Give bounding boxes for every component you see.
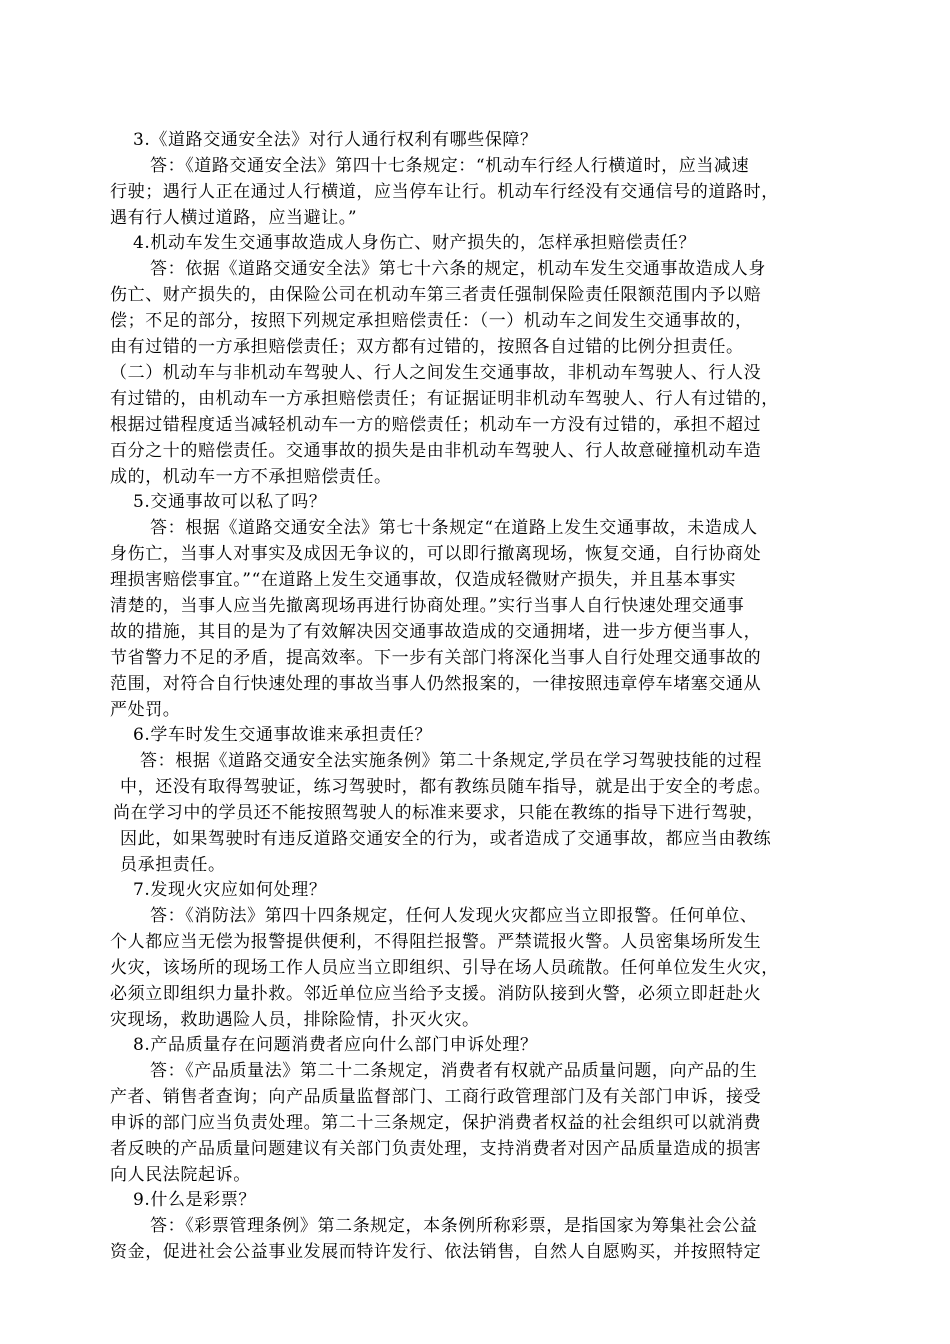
question-5: 5.交通事故可以私了吗？ bbox=[133, 492, 327, 512]
answer-5-line-3: 理损害赔偿事宜。”“在道路上发生交通事故，仅造成轻微财产损失，并且基本事实 bbox=[110, 570, 737, 590]
answer-4-line-5: （二）机动车与非机动车驾驶人、行人之间发生交通事故，非机动车驾驶人、行人没 bbox=[110, 363, 762, 383]
answer-7-line-2: 个人都应当无偿为报警提供便利，不得阻拦报警。严禁谎报火警。人员密集场所发生 bbox=[110, 932, 762, 952]
answer-7-line-5: 灾现场，救助遇险人员，排除险情，扑灭火灾。 bbox=[110, 1010, 480, 1030]
question-4: 4.机动车发生交通事故造成人身伤亡、财产损失的，怎样承担赔偿责任？ bbox=[133, 233, 697, 253]
answer-6-line-3: 尚在学习中的学员还不能按照驾驶人的标准来要求，只能在教练的指导下进行驾驶， bbox=[113, 803, 765, 823]
answer-4-line-1: 答：依据《道路交通安全法》第七十六条的规定，机动车发生交通事故造成人身 bbox=[150, 259, 766, 279]
answer-5-line-4: 清楚的，当事人应当先撤离现场再进行协商处理。”实行当事人自行快速处理交通事 bbox=[110, 596, 745, 616]
answer-7-line-4: 必须立即组织力量扑救。邻近单位应当给予支援。消防队接到火警，必须立即赶赴火 bbox=[110, 984, 762, 1004]
answer-4-line-2: 伤亡、财产损失的，由保险公司在机动车第三者责任强制保险责任限额范围内予以赔 bbox=[110, 285, 762, 305]
answer-6-line-1: 答：根据《道路交通安全法实施条例》第二十条规定,学员在学习驾驶技能的过程 bbox=[140, 751, 763, 771]
answer-4-line-8: 百分之十的赔偿责任。交通事故的损失是由非机动车驾驶人、行人故意碰撞机动车造 bbox=[110, 441, 762, 461]
answer-4-line-3: 偿；不足的部分，按照下列规定承担赔偿责任：（一）机动车之间发生交通事故的， bbox=[110, 311, 753, 331]
answer-9-line-1: 答：《彩票管理条例》第二条规定，本条例所称彩票，是指国家为筹集社会公益 bbox=[150, 1216, 758, 1236]
answer-3-line-1: 答：《道路交通安全法》第四十七条规定：“机动车行经人行横道时，应当减速 bbox=[150, 156, 750, 176]
answer-8-line-5: 向人民法院起诉。 bbox=[110, 1165, 251, 1185]
answer-5-line-7: 范围，对符合自行快速处理的事故当事人仍然报案的，一律按照违章停车堵塞交通从 bbox=[110, 674, 762, 694]
answer-4-line-9: 成的，机动车一方不承担赔偿责任。 bbox=[110, 467, 392, 487]
question-9: 9.什么是彩票？ bbox=[133, 1190, 257, 1210]
answer-6-line-5: 员承担责任。 bbox=[120, 855, 226, 875]
answer-3-line-2: 行驶；遇行人正在通过人行横道，应当停车让行。机动车行经没有交通信号的道路时， bbox=[110, 182, 779, 202]
answer-9-line-2: 资金，促进社会公益事业发展而特许发行、依法销售，自然人自愿购买，并按照特定 bbox=[110, 1242, 762, 1262]
answer-5-line-6: 节省警力不足的矛盾，提高效率。下一步有关部门将深化当事人自行处理交通事故的 bbox=[110, 648, 762, 668]
question-8: 8.产品质量存在问题消费者应向什么部门申诉处理？ bbox=[133, 1035, 538, 1055]
answer-8-line-2: 产者、销售者查询；向产品质量监督部门、工商行政管理部门及有关部门申诉，接受 bbox=[110, 1087, 762, 1107]
answer-3-line-3: 遇有行人横过道路，应当避让。” bbox=[110, 208, 358, 228]
answer-6-line-2: 中，还没有取得驾驶证，练习驾驶时，都有教练员随车指导，就是出于安全的考虑。 bbox=[120, 777, 772, 797]
answer-6-line-4: 因此，如果驾驶时有违反道路交通安全的行为，或者造成了交通事故，都应当由教练 bbox=[120, 829, 772, 849]
answer-5-line-1: 答：根据《道路交通安全法》第七十条规定“在道路上发生交通事故，未造成人 bbox=[150, 518, 758, 538]
answer-8-line-3: 申诉的部门应当负责处理。第二十三条规定，保护消费者权益的社会组织可以就消费 bbox=[110, 1113, 762, 1133]
answer-8-line-1: 答：《产品质量法》第二十二条规定，消费者有权就产品质量问题，向产品的生 bbox=[150, 1061, 758, 1081]
question-7: 7.发现火灾应如何处理？ bbox=[133, 880, 327, 900]
answer-8-line-4: 者反映的产品质量问题建议有关部门负责处理，支持消费者对因产品质量造成的损害 bbox=[110, 1139, 762, 1159]
answer-7-line-1: 答：《消防法》第四十四条规定，任何人发现火灾都应当立即报警。任何单位、 bbox=[150, 906, 758, 926]
answer-4-line-4: 由有过错的一方承担赔偿责任；双方都有过错的，按照各自过错的比例分担责任。 bbox=[110, 337, 744, 357]
answer-5-line-5: 故的措施，其目的是为了有效解决因交通事故造成的交通拥堵，进一步方便当事人， bbox=[110, 622, 762, 642]
answer-5-line-2: 身伤亡，当事人对事实及成因无争议的，可以即行撤离现场，恢复交通，自行协商处 bbox=[110, 544, 762, 564]
answer-4-line-6: 有过错的，由机动车一方承担赔偿责任；有证据证明非机动车驾驶人、行人有过错的， bbox=[110, 389, 779, 409]
answer-7-line-3: 火灾，该场所的现场工作人员应当立即组织、引导在场人员疏散。任何单位发生火灾， bbox=[110, 958, 779, 978]
question-6: 6.学车时发生交通事故谁来承担责任？ bbox=[133, 725, 433, 745]
answer-5-line-8: 严处罚。 bbox=[110, 700, 181, 720]
question-3: 3.《道路交通安全法》对行人通行权利有哪些保障？ bbox=[133, 130, 538, 150]
answer-4-line-7: 根据过错程度适当减轻机动车一方的赔偿责任；机动车一方没有过错的，承担不超过 bbox=[110, 415, 762, 435]
